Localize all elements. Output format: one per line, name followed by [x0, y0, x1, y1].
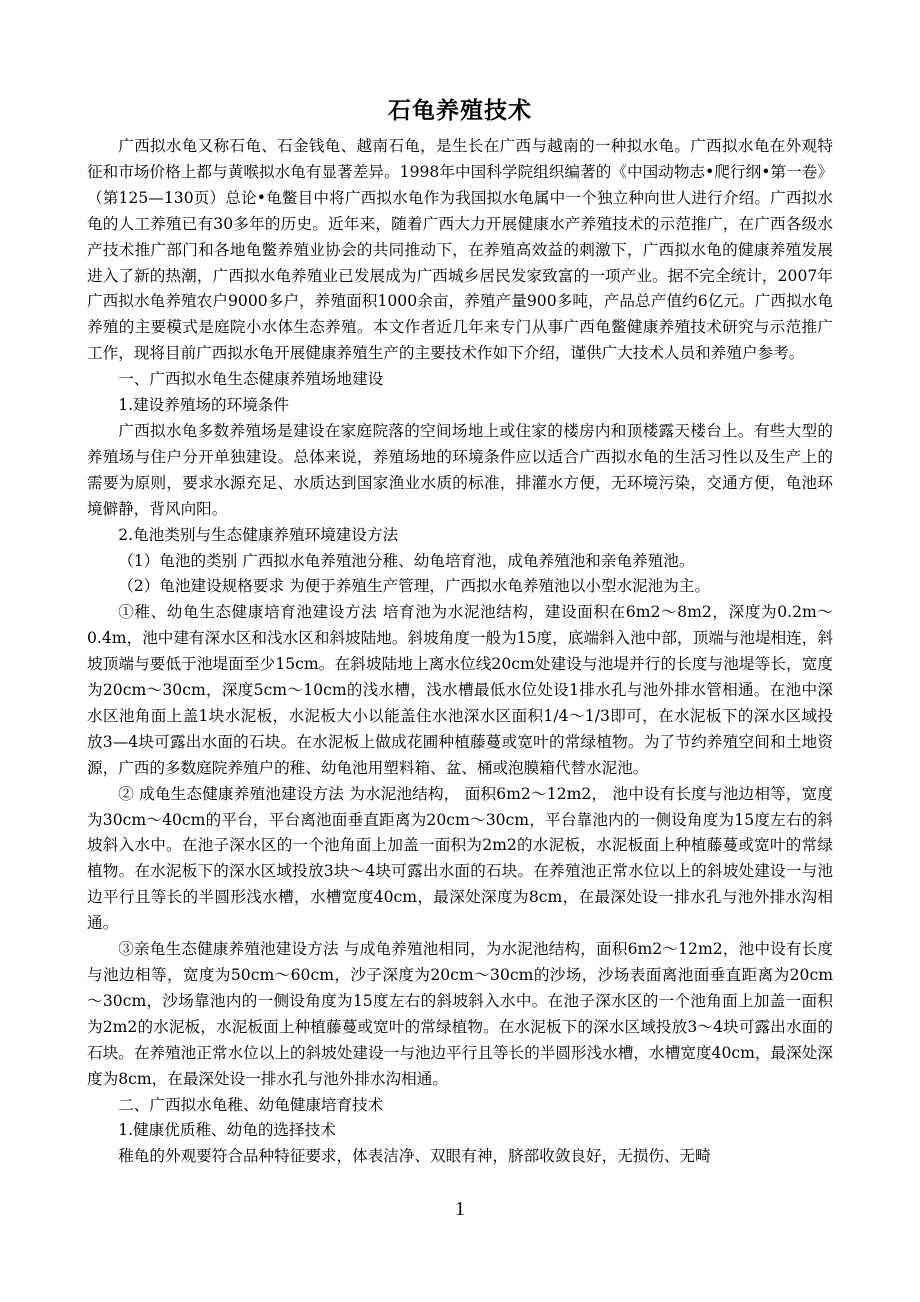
paragraph-intro: 广西拟水龟又称石龟、石金钱龟、越南石龟，是生长在广西与越南的一种拟水龟。广西拟水龟在外观特征和市场价格上都与黄喉拟水龟有显著差异。1998年中国科学院组织编著的《中国动物志•爬行纲•第一卷》（第125—130页）总论•龟鳖目中将广西拟水龟作为我国拟水龟属中一个独立种向世人进行介绍。广西拟水龟的人工养殖已有30多年的历史。近年来，随着广西大力开展健康水产养殖技术的示范推广，在广西各级水产技术推广部门和各地龟鳖养殖业协会的共同推动下，在养殖高效益的刺激下，广西拟水龟的健康养殖发展进入了新的热潮，广西拟水龟养殖业已发展成为广西城乡居民发家致富的一项产业。据不完全统计，2007年广西拟水龟养殖农户9000多户，养殖面积1000余亩，养殖产量900多吨，产品总产值约6亿元。广西拟水龟养殖的主要模式是庭院小水体生态养殖。本文作者近几年来专门从事广西龟鳖健康养殖技术研究与示范推广工作，现将目前广西拟水龟开展健康养殖生产的主要技术作如下介绍，谨供广大技术人员和养殖户参考。: [87, 137, 833, 363]
subsection-heading-2-1: 1.健康优质稚、幼龟的选择技术: [118, 1121, 336, 1140]
paragraph-juvenile-pool: ①稚、幼龟生态健康培育池建设方法 培育池为水泥池结构，建设面积在6m2～8m2，深度为0.2m～0.4m，池中建有深水区和浅水区和斜坡陆地。斜坡角度一般为15度，底端斜入池中部，顶端与池堤相连，斜坡顶端与要低于池堤面至少15cm。在斜坡陆地上离水位线20cm处建设与池堤并行的长度与池堤等长，宽度为20cm～30cm，深度5cm～10cm的浅水槽，浅水槽最低水位处设1排水孔与池外排水管相通。在池中深水区池角面上盖1块水泥板，水泥板大小以能盖住水池深水区面积1/4～1/3即可，在水泥板下的深水区域投放3—4块可露出水面的石块。在水泥板上做成花圃种植藤蔓或宽叶的常绿植物。为了节约养殖空间和土地资源，广西的多数庭院养殖户的稚、幼龟池用塑料箱、盆、桶或泡膜箱代替水泥池。: [87, 603, 833, 777]
paragraph-pool-types: （1）龟池的类别 广西拟水龟养殖池分稚、幼龟培育池，成龟养殖池和亲龟养殖池。: [118, 551, 695, 570]
page-number: 1: [455, 1198, 465, 1220]
paragraph-environment: 广西拟水龟多数养殖场是建设在家庭院落的空间场地上或住家的楼房内和顶楼露天楼台上。有些大型的养殖场与住户分开单独建设。总体来说，养殖场地的环境条件应以适合广西拟水龟的生活习性以及生产上的需要为原则，要求水源充足、水质达到国家渔业水质的标准，排灌水方便，无环境污染，交通方便，龟池环境僻静，背风向阳。: [87, 421, 833, 518]
paragraph-pool-specs: （2）龟池建设规格要求 为便于养殖生产管理，广西拟水龟养殖池以小型水泥池为主。: [118, 577, 711, 596]
document-title: 石龟养殖技术: [388, 98, 532, 124]
subsection-heading-1-1: 1.建设养殖场的环境条件: [118, 396, 290, 415]
section-heading-2: 二、广西拟水龟稚、幼龟健康培育技术: [118, 1095, 384, 1114]
paragraph-parent-pool: ③亲龟生态健康养殖池建设方法 与成龟养殖池相同，为水泥池结构，面积6m2～12m2，池中设有长度与池边相等，宽度为50cm～60cm，沙子深度为20cm～30cm的沙场，沙场表面离池面垂直距离为20cm～30cm，沙场靠池内的一侧设角度为15度左右的斜坡斜入水中。在池子深水区的一个池角面上加盖一面积为2m2的水泥板，水泥板面上种植藤蔓或宽叶的常绿植物。在水泥板下的深水区域投放3～4块可露出水面的石块。在养殖池正常水位以上的斜坡处建设一与池边平行且等长的半圆形浅水槽，水槽宽度40cm，最深处深度为8cm，在最深处设一排水孔与池外排水沟相通。: [87, 940, 833, 1088]
paragraph-adult-pool: ② 成龟生态健康养殖池建设方法 为水泥池结构， 面积6m2～12m2， 池中设有长度与池边相等，宽度为30cm～40cm的平台，平台离池面垂直距离为20cm～30cm，平台靠池内的一侧设角度为15度左右的斜坡斜入水中。在池子深水区的一个池角面上加盖一面积为2m2的水泥板，水泥板面上种植藤蔓或宽叶的常绿植物。在水泥板下的深水区域投放3块～4块可露出水面的石块。在养殖池正常水位以上的斜坡处建设一与池边平行且等长的半圆形浅水槽，水槽宽度40cm，最深处深度为8cm，在最深处设一排水孔与池外排水沟相通。: [87, 784, 833, 933]
section-heading-1: 一、广西拟水龟生态健康养殖场地建设: [118, 370, 384, 389]
document-body: [87, 134, 833, 1170]
paragraph-selection: 稚龟的外观要符合品种特征要求，体表洁净、双眼有神，脐部收敛良好，无损伤、无畸: [118, 1147, 711, 1166]
subsection-heading-1-2: 2.龟池类别与生态健康养殖环境建设方法: [118, 525, 399, 544]
